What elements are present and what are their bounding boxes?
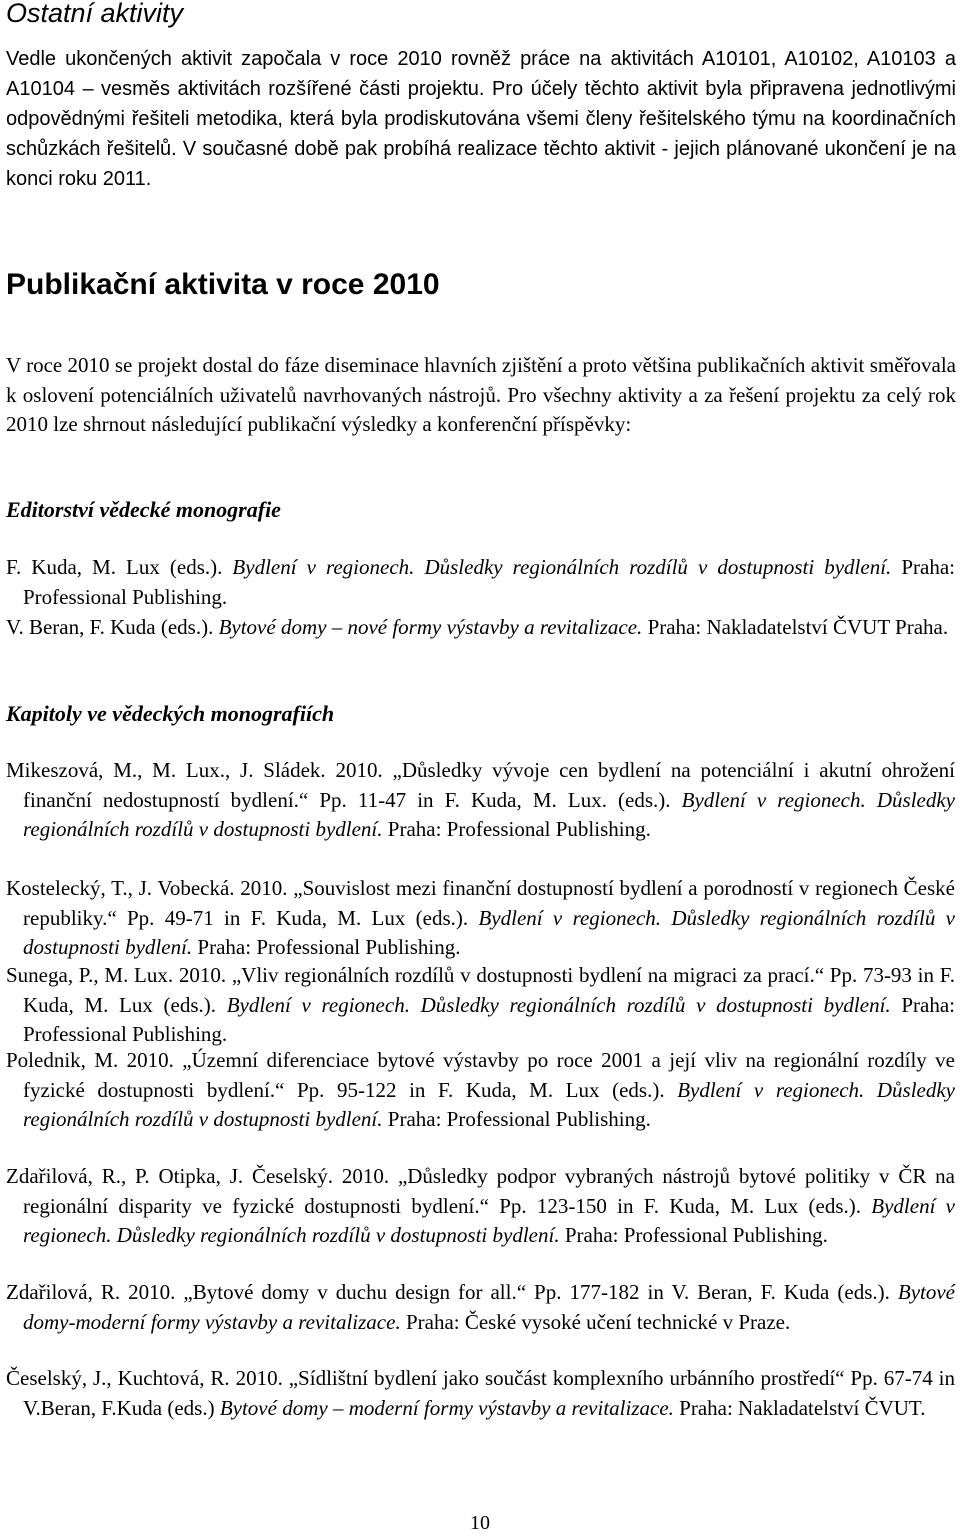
- subheading-chapters: Kapitoly ve vědeckých monografiích: [6, 701, 335, 726]
- reference-item: Kostelecký, T., J. Vobecká. 2010. „Souvislost mezi finanční dostupností bydlení a porodností v regionech České republiky.“ Pp. 49-71 in F. Kuda, M. Lux (eds.). Bydlení v regionech. Důsledky regionálních rozdílů v dostupnosti bydlení. Praha: Professional Publishing.: [6, 876, 955, 960]
- reference-item: Polednik, M. 2010. „Územní diferenciace bytové výstavby po roce 2001 a její vliv na regionální rozdíly ve fyzické dostupnosti bydlení.“ Pp. 95-122 in F. Kuda, M. Lux (eds.). Bydlení v regionech. Důsledky regionálních rozdílů v dostupnosti bydlení. Praha: Professional Publishing.: [6, 1048, 955, 1132]
- page-number: 10: [470, 1512, 490, 1534]
- reference-item: Mikeszová, M., M. Lux., J. Sládek. 2010. „Důsledky vývoje cen bydlení na potenciální i akutní ohrožení finanční nedostupností bydlení.“ Pp. 11-47 in F. Kuda, M. Lux. (eds.). Bydlení v regionech. Důsledky regionálních rozdílů v dostupnosti bydlení. Praha: Professional Publishing.: [6, 758, 955, 842]
- reference-item: V. Beran, F. Kuda (eds.). Bytové domy – nové formy výstavby a revitalizace. Praha: Nakladatelství ČVUT Praha.: [6, 615, 949, 639]
- section-heading-publications: Publikační aktivita v roce 2010: [6, 268, 440, 301]
- reference-item: Zdařilová, R. 2010. „Bytové domy v duchu design for all.“ Pp. 177-182 in V. Beran, F. Kuda (eds.). Bytové domy-moderní formy výstavby a revitalizace. Praha: České vysoké učení technické v Praze.: [6, 1280, 955, 1334]
- reference-item: Česelský, J., Kuchtová, R. 2010. „Sídlištní bydlení jako součást komplexního urbánního prostředí“ Pp. 67-74 in V.Beran, F.Kuda (eds.) Bytové domy – moderní formy výstavby a revitalizace. Praha: Nakladatelství ČVUT.: [6, 1366, 955, 1420]
- reference-item: Sunega, P., M. Lux. 2010. „Vliv regionálních rozdílů v dostupnosti bydlení na migraci za prací.“ Pp. 73-93 in F. Kuda, M. Lux (eds.). Bydlení v regionech. Důsledky regionálních rozdílů v dostupnosti bydlení. Praha: Professional Publishing.: [6, 963, 955, 1047]
- paragraph-other-activities: Vedle ukončených aktivit započala v roce 2010 rovněž práce na aktivitách A10101, A10102, A10103 a A10104 – vesměs aktivitách rozšířené části projektu. Pro účely těchto aktivit byla připravena jednotlivými odpovědnými řešiteli metodika, která byla prodiskutována všemi členy řešitelského týmu na koordinačních schůzkách řešitelů. V současné době pak probíhá realizace těchto aktivit - jejich plánované ukončení je na konci roku 2011.: [6, 48, 956, 190]
- reference-item: Zdařilová, R., P. Otipka, J. Česelský. 2010. „Důsledky podpor vybraných nástrojů bytové politiky v ČR na regionální disparity ve fyzické dostupnosti bydlení.“ Pp. 123-150 in F. Kuda, M. Lux (eds.). Bydlení v regionech. Důsledky regionálních rozdílů v dostupnosti bydlení. Praha: Professional Publishing.: [6, 1164, 955, 1248]
- paragraph-publications: V roce 2010 se projekt dostal do fáze diseminace hlavních zjištění a proto většina publikačních aktivit směřovala k oslovení potenciálních uživatelů navrhovaných nástrojů. Pro všechny aktivity a za řešení projektu za celý rok 2010 lze shrnout následující publikační výsledky a konferenční příspěvky:: [6, 353, 956, 436]
- subheading-monographs: Editorství vědecké monografie: [6, 497, 281, 522]
- reference-item: F. Kuda, M. Lux (eds.). Bydlení v regionech. Důsledky regionálních rozdílů v dostupnosti bydlení. Praha: Professional Publishing.: [6, 555, 955, 609]
- section-heading-other-activities: Ostatní aktivity: [6, 0, 184, 28]
